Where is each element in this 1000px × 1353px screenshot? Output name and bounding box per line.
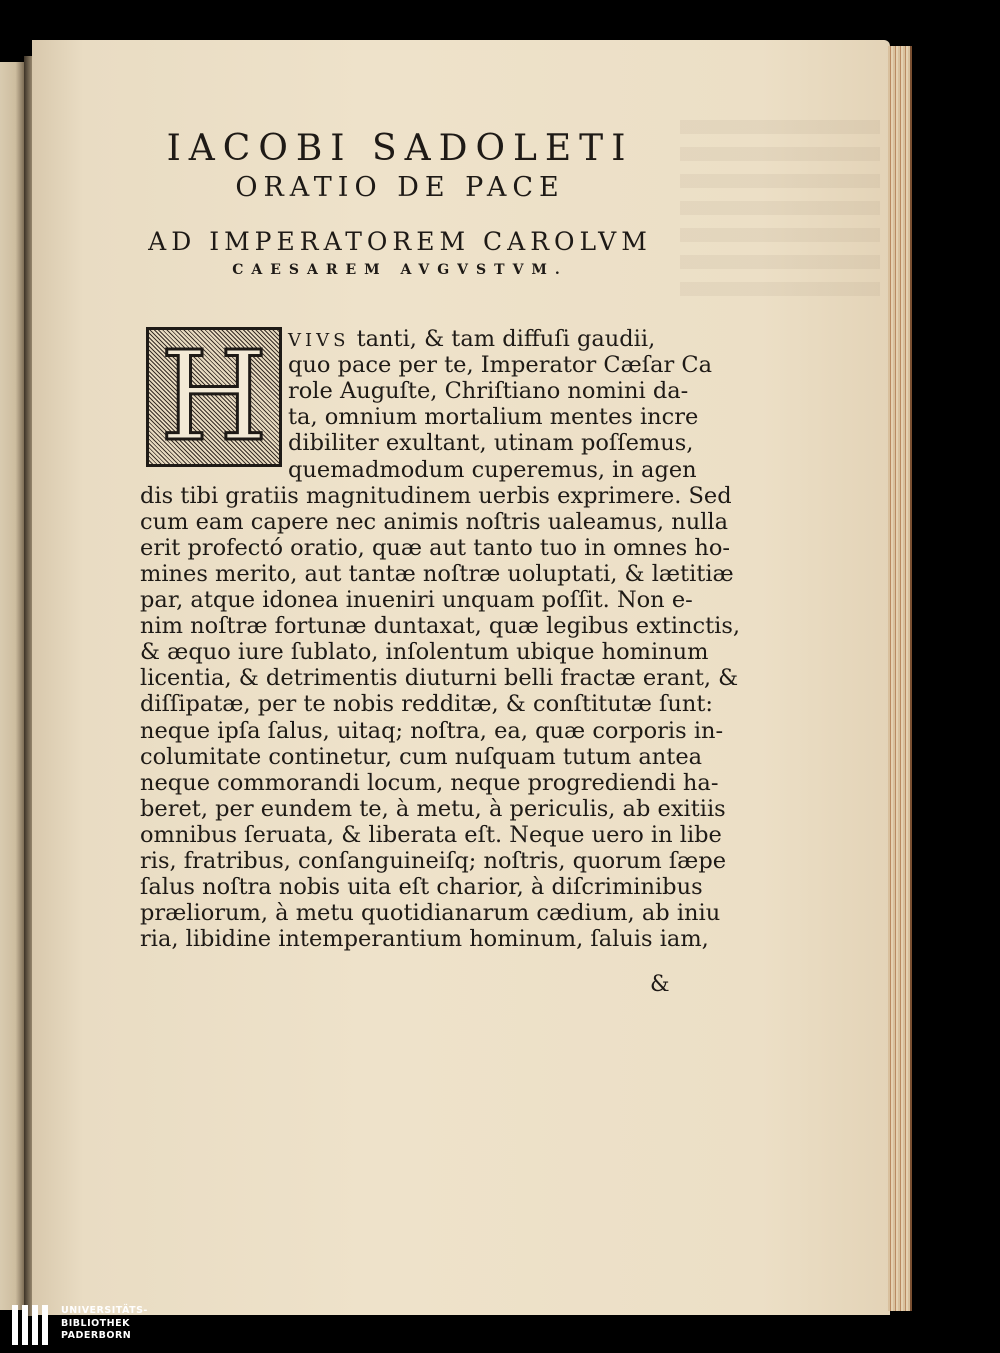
logo-text-line3: PADERBORN [61,1330,132,1341]
page-edges [888,46,912,1311]
text-line: columitate continetur, cum nuſquam tutum antea [140,743,703,770]
decorated-initial [146,327,282,467]
logo-text-line2: BIBLIOTHEK [61,1317,130,1329]
text-line: neque ipſa ſalus, uitaq; noſtra, ea, quæ corporis in- [140,717,724,744]
text-line: cum eam capere nec animis noſtris ualeamus, nulla [140,508,728,535]
text-line: præliorum, à metu quotidianarum cædium, ab iniu [140,900,721,927]
text-line: & æquo iure ſublato, inſolentum ubique hominum [140,639,709,666]
text-line: omnibus ſeruata, & liberata eſt. Neque uero in libe [140,821,722,848]
text-line: dis tibi gratiis magnitudinem uerbis exprimere. Sed [140,482,732,509]
library-logo-icon [12,1305,50,1345]
opening-smallcaps: VIVS [288,330,350,351]
text-line: ria, libidine intemperantium hominum, ſaluis iam, [140,926,709,953]
library-logo [12,1305,212,1349]
logo-text-line1: UNIVERSITÄTS- [61,1305,148,1316]
text-line: ſalus noſtra nobis uita eſt charior, à diſcriminibus [140,874,703,901]
text-line: par, atque idonea inueniri unquam poſſit. Non e- [140,587,693,613]
text-line-content: tanti, & tam diffuſi gaudii, [349,326,656,352]
title-author: IACOBI SADOLETI [166,128,634,169]
text-line: ris, fratribus, conſanguineiſq; noſtris, quorum ſæpe [140,848,727,874]
text-line [288,326,655,354]
text-line: diſſipatæ, per te nobis redditæ, & conſtitutæ ſunt: [140,691,713,718]
title-oration: ORATIO DE PACE [235,172,565,203]
text-line: nim noſtræ fortunæ duntaxat, quæ legibus extinctis, [140,613,741,640]
title-addressee-cont: CAESAREM AVGVSTVM. [232,262,568,278]
text-line: quo pace per te, Imperator Cæſar Ca [288,352,713,379]
show-through [680,120,880,300]
text-line: ta, omnium mortalium mentes incre [288,404,699,431]
text-line: beret, per eundem te, à metu, à periculis, ab exitiis [140,795,726,822]
catchword: & [650,972,670,997]
title-addressee: AD IMPERATOREM CAROLVM [148,227,652,256]
initial-letter: H [159,325,269,469]
text-line: quemadmodum cuperemus, in agen [288,456,697,483]
text-line: licentia, & detrimentis diuturni belli fractæ erant, & [140,665,739,692]
text-line: neque commorandi locum, neque progrediendi ha- [140,769,719,796]
text-line: dibiliter exultant, utinam poſſemus, [288,430,694,457]
text-line: erit profectó oratio, quæ aut tanto tuo in omnes ho- [140,534,731,561]
text-line: role Auguſte, Chriſtiano nomini da- [288,378,689,405]
left-page-edge [0,62,26,1310]
text-line: mines merito, aut tantæ noſtræ uoluptati, & lætitiæ [140,560,734,587]
